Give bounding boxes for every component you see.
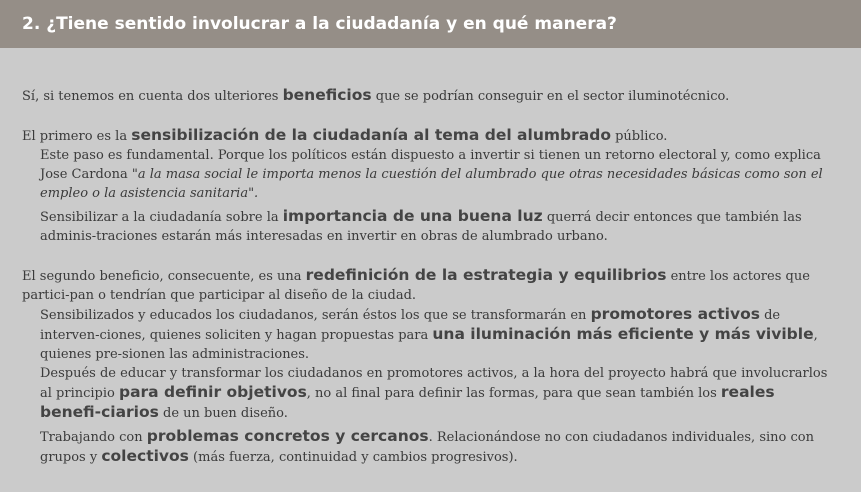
first-text: El primero es la bbox=[22, 129, 132, 144]
second-b-end: de un buen diseño. bbox=[158, 406, 288, 421]
first-detail-2 bbox=[22, 207, 841, 246]
second-c-highlight-1: problemas concretos y cercanos bbox=[146, 427, 429, 445]
first-detail-text: Este paso es fundamental. Porque los políticos están dispuesto a invertir si tienen un retorno electoral y, como explica Jose Cardona bbox=[40, 148, 821, 182]
first-detail-1 bbox=[22, 146, 841, 203]
second-a-highlight-1: promotores activos bbox=[590, 305, 760, 323]
first-benefit-paragraph bbox=[22, 126, 841, 146]
second-c-text: Trabajando con bbox=[40, 430, 147, 445]
second-a-end: , quienes pre-sionen las administraciones. bbox=[40, 328, 818, 362]
second-b-highlight-2: reales benefi-ciarios bbox=[40, 383, 775, 421]
second-b-mid: , no al final para definir las formas, para que sean también los bbox=[306, 386, 721, 401]
second-a-mid: de interven-ciones, quienes soliciten y hagan propuestas para bbox=[40, 308, 781, 343]
second-text-end: entre los actores que partici-pan o tendrían que participar al diseño de la ciudad. bbox=[22, 269, 810, 303]
first-detail-2-highlight: importancia de una buena luz bbox=[282, 207, 543, 225]
second-a-text: Sensibilizados y educados los ciudadanos, serán éstos los que se transformarán en bbox=[40, 308, 591, 323]
second-c-end: (más fuerza, continuidad y cambios progresivos). bbox=[188, 450, 518, 465]
intro-text-end: que se podrían conseguir en el sector iluminotécnico. bbox=[371, 89, 730, 104]
first-text-end: público. bbox=[610, 129, 668, 144]
first-highlight: sensibilización de la ciudadanía al tema del alumbrado bbox=[131, 126, 611, 144]
second-c-mid: . Relacionándose no con ciudadanos individuales, sino con grupos y bbox=[40, 430, 814, 465]
second-highlight: redefinición de la estrategia y equilibrios bbox=[305, 266, 667, 284]
second-b-highlight-1: para definir objetivos bbox=[118, 383, 307, 401]
cardona-quote: "a la masa social le importa menos la cuestión del alumbrado que otras necesidades básicas como son el empleo o la asistencia sanitaria". bbox=[40, 167, 823, 201]
intro-paragraph bbox=[22, 86, 841, 106]
second-benefit-paragraph bbox=[22, 266, 841, 305]
second-text: El segundo beneficio, consecuente, es una bbox=[22, 269, 306, 284]
second-b-text: Después de educar y transformar los ciudadanos en promotores activos, a la hora del proyecto habrá que involucrarlos al principio bbox=[40, 366, 828, 401]
second-detail-c bbox=[22, 427, 841, 467]
body-text bbox=[0, 48, 861, 467]
first-detail-2-end: querrá decir entonces que también las adminis-traciones estarán más interesadas en invertir en obras de alumbrado urbano. bbox=[40, 210, 802, 244]
second-detail-b bbox=[22, 364, 841, 423]
second-detail-a bbox=[22, 305, 841, 364]
intro-highlight: beneficios bbox=[282, 86, 372, 104]
second-a-highlight-2: una iluminación más eficiente y más vivible bbox=[432, 325, 814, 343]
second-c-highlight-2: colectivos bbox=[101, 447, 189, 465]
section-title: 2. ¿Tiene sentido involucrar a la ciudadanía y en qué manera? bbox=[22, 14, 617, 34]
section-header bbox=[0, 0, 861, 48]
intro-text: Sí, si tenemos en cuenta dos ulteriores bbox=[22, 89, 283, 104]
first-detail-2-text: Sensibilizar a la ciudadanía sobre la bbox=[40, 210, 283, 225]
